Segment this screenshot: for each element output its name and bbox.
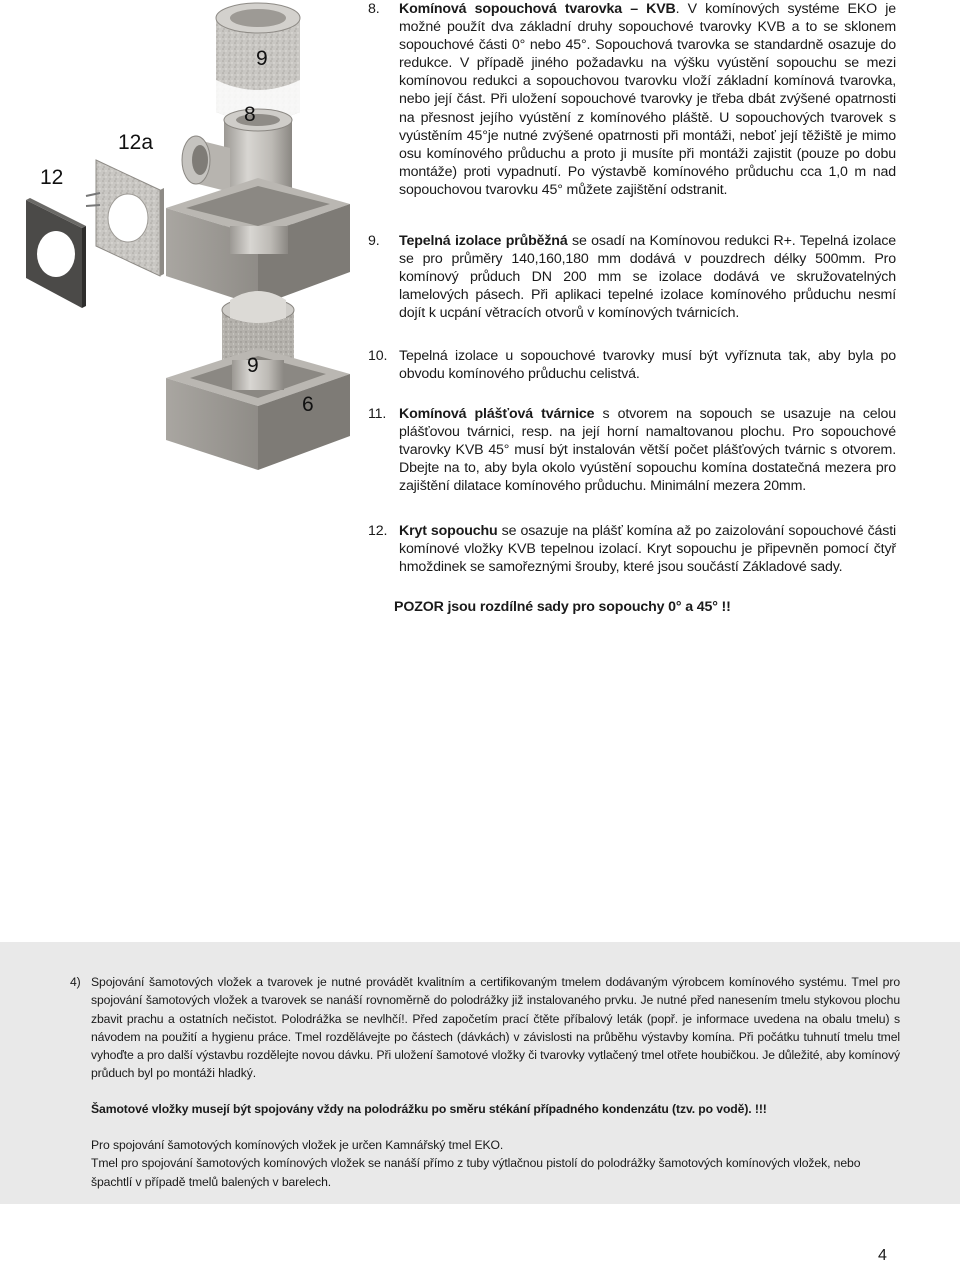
instruction-item-8	[368, 0, 896, 199]
figure-label-12: 12	[40, 166, 64, 189]
chimney-cover-plate-12	[26, 198, 86, 308]
item-number: 12.	[368, 523, 388, 539]
chimney-assembly-illustration	[0, 0, 365, 470]
item-body: se osadí na Komínovou redukci R+. Tepelná izolace se pro průměry 140,160,180 mm dodává v pouzdrech délky 500mm. Pro komínový průduch DN 200 mm se izolace dodává ve skružovatelných lamelových pásech. Při aplikaci tepelné izolace komínového průduchu nesmí dojít k ucpání větracích otvorů v komínových tvárnicích.	[399, 233, 896, 322]
footnote-extra-1: Pro spojování šamotových komínových vložek je určen Kamnářský tmel EKO.	[91, 1138, 504, 1153]
instruction-item-9	[368, 232, 896, 322]
footnote-panel	[0, 942, 960, 1204]
warning-note: POZOR jsou rozdílné sady pro sopouchy 0° a 45° !!	[394, 599, 731, 615]
item-text	[399, 232, 896, 322]
item-text	[399, 522, 896, 576]
item-number: 11.	[368, 406, 387, 422]
item-heading: Kryt sopouchu	[399, 523, 498, 539]
item-number: 9.	[368, 233, 380, 249]
item-number: 10.	[368, 348, 388, 364]
instruction-item-11	[368, 405, 896, 495]
item-number: 8.	[368, 1, 380, 17]
item-text	[399, 405, 896, 495]
item-text	[399, 0, 896, 199]
footnote-content	[70, 973, 900, 1191]
figure-label-6: 6	[302, 393, 314, 416]
figure-label-9-top: 9	[256, 47, 268, 70]
instruction-item-12	[368, 522, 896, 576]
item-body: s otvorem na sopouch se usazuje na celou plášťovou tvárnici, resp. na její horní namaltovanou plochu. Pro sopouchové tvarovky KVB 45° musí být instalován větší počet plášťových tvárnic s otvorem. Dbejte na to, aby byla okolo vyústění sopouchu komína dostatečná mezera pro zajištění dilatace komínového průduchu. Minimální mezera 20mm.	[399, 406, 896, 495]
figure-label-12a: 12a	[118, 131, 154, 154]
footnote-warning: Šamotové vložky musejí být spojovány vždy na polodrážku po směru stékání případného kondenzátu (tzv. po vodě). !!!	[91, 1101, 767, 1116]
figure-label-8: 8	[244, 103, 256, 126]
item-heading: Tepelná izolace průběžná	[399, 233, 568, 249]
page-number: 4	[878, 1247, 887, 1264]
item-text	[399, 347, 896, 383]
footnote-number: 4)	[70, 975, 81, 989]
item-body: se osazuje na plášť komína až po zaizolování sopouchové části komínové vložky KVB tepelnou izolací. Kryt sopouchu je připevněn pomocí čtyř hmoždinek se samořeznými šrouby, které jsou součástí Základové sady.	[399, 523, 896, 576]
item-heading: Komínová plášťová tvárnice	[399, 406, 595, 422]
insulation-plate-12a	[86, 160, 164, 276]
footnote-body: Spojování šamotových vložek a tvarovek je nutné provádět kvalitním a certifikovaným tmelem dodávaným výrobcem komínového systému. Tmel pro spojování šamotových vložek a tvarovek se nanáší rovnoměrně do polodrážky již instalovaného prvku. Je nutné před nanesením tmelu stykovou plochu zbavit prachu a ostatních nečistot. Polodrážka se nevlhčí!. Před započetím prací čtěte příbalový leták (popř. je informace uvedena na obalu tmelu) s návodem na použití a hygienu práce. Tmel rozdělávejte po částech (dávkách) v závislosti na průběhu výstavby komína. Při počátku tuhnutí tmelu tmel vyhoďte a pro další výstavbu rozdělejte novou dávku. Při uložení šamotové vložky či tvarovky vytlačený tmel otřete houbičkou. Je důležité, aby komínový průduch byl po montáži hladký.	[91, 975, 900, 1081]
figure-label-9-bottom: 9	[247, 354, 259, 377]
footnote-extra-2: Tmel pro spojování šamotových komínových vložek se nanáší přímo z tuby výtlačnou pistolí do polodrážky šamotových komínových vložek, nebo špachtlí v případě tmelů balených v barelech.	[91, 1156, 861, 1189]
item-body: Tepelná izolace u sopouchové tvarovky musí být vyříznuta tak, aby byla po obvodu komínového průduchu celistvá.	[399, 348, 896, 383]
item-body: . V komínových systéme EKO je možné použít dva základní druhy sopouchové tvarovky KVB a to se sklonem sopouchové části 0° nebo 45°. Sopouchová tvarovka se standardně osazuje do redukce. V případě jiného požadavku na výšku vyústění sopouchu se mezi komínovou redukci a sopouchovou tvarovku vloží základní komínová tvarovka, nebo její část. Při uložení sopouchové tvarovky je třeba dbát zvýšené opatrnosti na přesnost jejího vyústění z komínového pláště. U sopouchových tvarovek s vyústěním 45°je nutné zvýšené opatrnosti při montáži, neboť její těžiště je mimo osu komínového průduchu a proto ji musíte při montáži zajistit (pouze po dobu montáže) proti vypadnutí. Po výstavbě komínového průduchu cca 1,0 m nad sopouchovou tvarovku 45° můžete zajištění odstranit.	[399, 1, 896, 198]
instruction-item-10	[368, 347, 896, 383]
item-heading: Komínová sopouchová tvarovka – KVB	[399, 1, 676, 17]
chimney-jacket-block-with-opening	[166, 178, 350, 306]
